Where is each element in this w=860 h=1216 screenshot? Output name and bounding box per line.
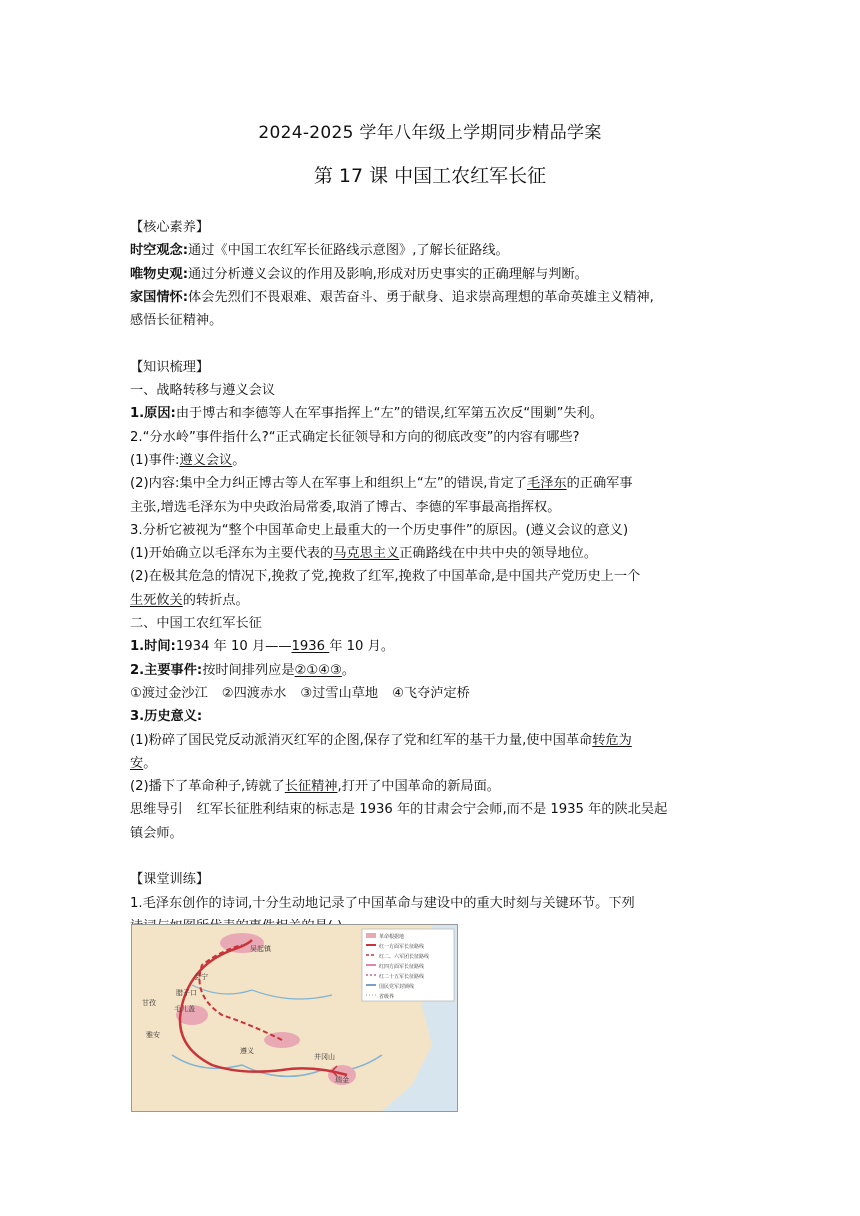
document-title: 2024-2025 学年八年级上学期同步精品学案 bbox=[258, 123, 602, 143]
legend-4: 红二十五军长征路线 bbox=[379, 974, 425, 980]
history-heading: 3.历史意义: bbox=[130, 709, 203, 725]
place-yaan: 雅安 bbox=[146, 1031, 160, 1039]
history-1-cont: 安。 bbox=[130, 755, 157, 771]
place-ganzi: 甘孜 bbox=[142, 999, 156, 1007]
significance-2: (2)在极其危急的情况下,挽救了党,挽救了红军,挽救了中国革命,是中国共产党历史上一个 bbox=[130, 569, 641, 585]
section-2-title: 二、中国工农红军长征 bbox=[130, 616, 262, 632]
significance-2-cont: 生死攸关的转折点。 bbox=[130, 592, 249, 608]
events-line: 2.主要事件:按时间排列应是②①④③。 bbox=[130, 662, 356, 678]
place-huining: 会宁 bbox=[194, 973, 208, 981]
knowledge-heading: 【知识梳理】 bbox=[130, 359, 210, 375]
content-line-cont: 主张,增选毛泽东为中央政治局常委,取消了博古、李德的军事最高指挥权。 bbox=[130, 499, 561, 515]
place-jinggangshan: 井冈山 bbox=[314, 1053, 335, 1061]
time-line: 1.时间:1934 年 10 月——1936 年 10 月。 bbox=[130, 639, 395, 655]
practice-heading: 【课堂训练】 bbox=[130, 872, 210, 888]
legend-0: 革命根据地 bbox=[379, 934, 405, 940]
events-list: ①渡过金沙江 ②四渡赤水 ③过雪山草地 ④飞夺泸定桥 bbox=[130, 685, 470, 701]
legend-3: 红四方面军长征路线 bbox=[379, 964, 425, 970]
legend-6: 省级界 bbox=[379, 994, 395, 1000]
question-2: 2.“分水岭”事件指什么?“正式确定长征领导和方向的彻底改变”的内容有哪些? bbox=[130, 429, 580, 445]
cause-line: 1.原因:由于博古和李德等人在军事指挥上“左”的错误,红军第五次反“围剿”失利。 bbox=[130, 406, 603, 422]
content-line: (2)内容:集中全力纠正博古等人在军事上和组织上“左”的错误,肯定了毛泽东的正确军事 bbox=[130, 476, 633, 492]
core-line-3-cont: 感悟长征精神。 bbox=[130, 313, 223, 329]
question-3: 3.分析它被视为“整个中国革命史上最重大的一个历史事件”的原因。(遵义会议的意义) bbox=[130, 522, 629, 538]
long-march-map bbox=[131, 924, 458, 1112]
section-1-title: 一、战略转移与遵义会议 bbox=[130, 383, 276, 399]
place-ruijin: 瑞金 bbox=[335, 1076, 349, 1084]
place-lazikou: 腊子口 bbox=[176, 989, 197, 997]
guide-line: 思维导引 红军长征胜利结束的标志是 1936 年的甘肃会宁会师,而不是 1935 年的陕北吴起 bbox=[130, 802, 668, 818]
document-body bbox=[130, 216, 740, 938]
core-line-1: 时空观念:通过《中国工农红军长征路线示意图》,了解长征路线。 bbox=[130, 243, 509, 259]
history-1: (1)粉碎了国民党反动派消灭红军的企图,保存了党和红军的基干力量,使中国革命转危为 bbox=[130, 732, 632, 748]
core-line-2: 唯物史观:通过分析遵义会议的作用及影响,形成对历史事实的正确理解与判断。 bbox=[130, 266, 588, 282]
place-zunyi: 遵义 bbox=[240, 1047, 254, 1055]
core-heading: 【核心素养】 bbox=[130, 220, 210, 235]
significance-1: (1)开始确立以毛泽东为主要代表的马克思主义正确路线在中共中央的领导地位。 bbox=[130, 546, 598, 562]
history-2: (2)播下了革命种子,铸就了长征精神,打开了中国革命的新局面。 bbox=[130, 779, 500, 795]
guide-line-cont: 镇会师。 bbox=[130, 825, 183, 841]
event-line: (1)事件:遵义会议。 bbox=[130, 452, 246, 468]
legend-5: 国民党军封锁线 bbox=[379, 984, 415, 990]
lesson-title: 第 17 课 中国工农红军长征 bbox=[313, 165, 547, 187]
question-1: 1.毛泽东创作的诗词,十分生动地记录了中国革命与建设中的重大时刻与关键环节。下列 bbox=[130, 895, 635, 911]
legend-2: 红二、六军团长征路线 bbox=[379, 954, 430, 960]
core-line-3: 家国情怀:体会先烈们不畏艰难、艰苦奋斗、勇于献身、追求崇高理想的革命英雄主义精神, bbox=[130, 289, 654, 305]
place-maoergai: 毛儿盖 bbox=[174, 1005, 195, 1013]
place-wuqi: 吴起镇 bbox=[250, 945, 271, 953]
legend-1: 红一方面军长征路线 bbox=[379, 944, 425, 950]
